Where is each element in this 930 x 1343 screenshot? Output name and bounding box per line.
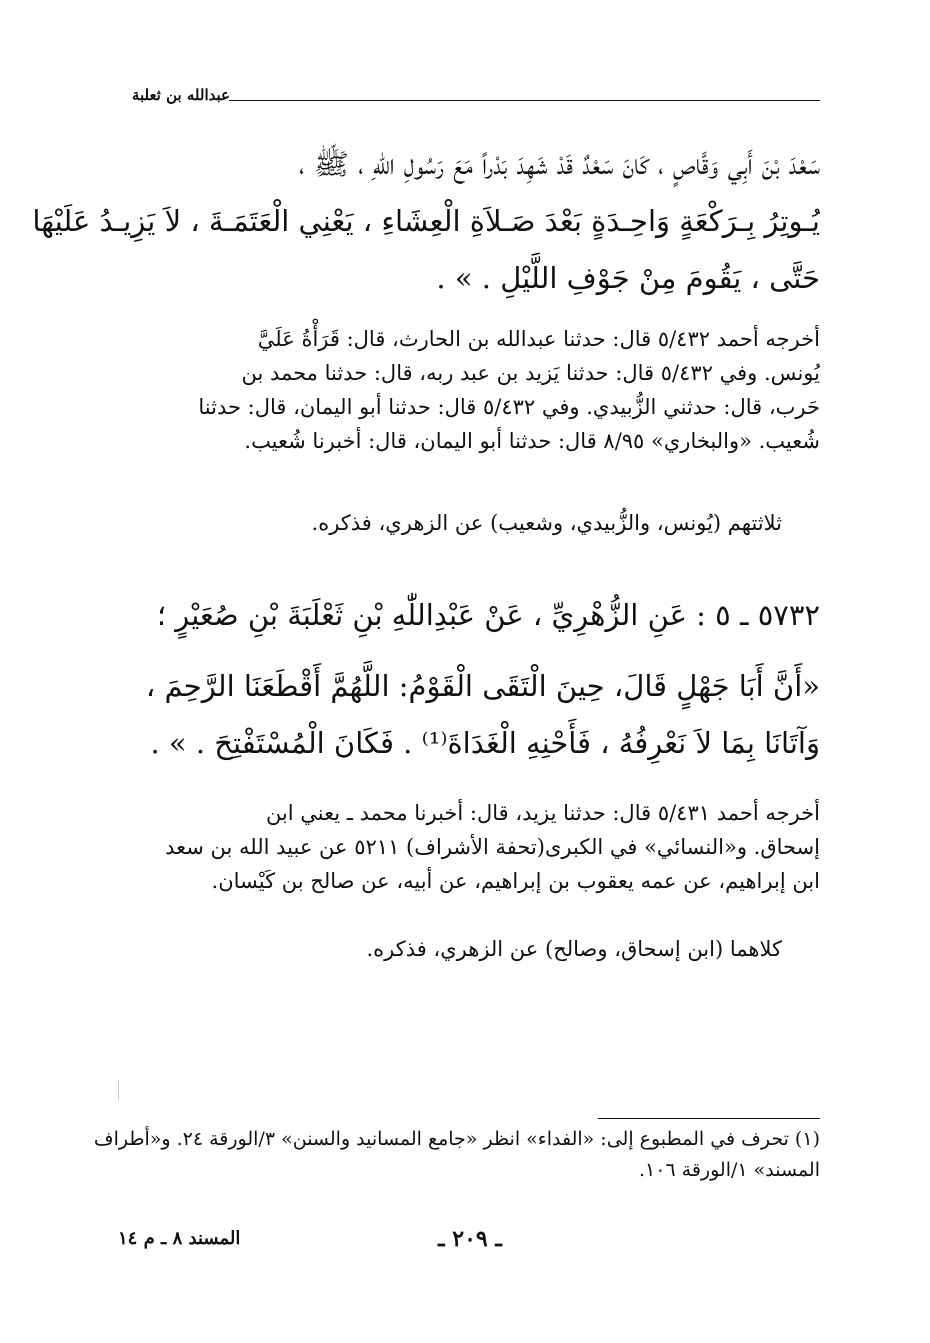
signature-mark: المسند ٨ ـ م ١٤ xyxy=(118,1228,241,1249)
hadith-line: يُـوتِرُ بِـرَكْعَةٍ وَاحِـدَةٍ بَعْدَ صَـلاَةِ الْعِشَاءِ ، يَعْنِي الْعَتَمَـةَ ، لاَ يَزِيـدُ عَلَيْهَا xyxy=(32,204,820,238)
hadith-line: «أَنَّ أَبَا جَهْلٍ قَالَ، حِينَ الْتَقَى الْقَوْمُ: اللَّهُمَّ أَقْطَعَنَا الرَّحِمَ ، xyxy=(145,669,820,703)
takhrij-line: يُونس. وفي ٥/٤٣٢ قال: حدثنا يَزيد بن عبد ربه، قال: حدثنا محمد بن xyxy=(241,361,820,385)
footnote-line: (١) تحرف في المطبوع إلى: «الفداء» انظر «جامع المسانيد والسنن» ٣/الورقة ٢٤. و«أطراف xyxy=(93,1128,820,1150)
hadith-line: حَتَّى ، يَقُومَ مِنْ جَوْفِ اللَّيْلِ . » . xyxy=(436,261,820,295)
header-rule xyxy=(229,100,820,101)
summary-2: كلاهما (ابن إسحاق، وصالح) عن الزهري، فذكره. xyxy=(366,937,782,961)
footnotes xyxy=(93,1124,820,1186)
takhrij-line: شُعيب. «والبخاري» ٨/٩٥ قال: حدثنا أبو اليمان، قال: أخبرنا شُعيب. xyxy=(244,429,820,453)
running-header-title: عبدالله بن ثعلبة xyxy=(131,86,230,104)
takhrij-2 xyxy=(120,796,820,898)
hadith-text-1 xyxy=(32,136,820,307)
footnote-rule xyxy=(598,1118,820,1119)
takhrij-line: أخرجه أحمد ٥/٤٣١ قال: حدثنا يزيد، قال: أخبرنا محمد ـ يعني ابن xyxy=(265,801,820,825)
hadith-text-2 xyxy=(120,658,820,772)
margin-mark xyxy=(118,1080,119,1100)
summary-1: ثلاثتهم (يُونس، والزُّبيدي، وشعيب) عن الزهري، فذكره. xyxy=(311,511,782,535)
hadith-line: وَآتَانَا بِمَا لاَ نَعْرِفُهُ ، فَأَحْنِهِ الْغَدَاةَ⁽¹⁾ . فَكَانَ الْمُسْتَفْتِحَ . » . xyxy=(150,726,820,760)
takhrij-line: أخرجه أحمد ٥/٤٣٢ قال: حدثنا عبدالله بن الحارث، قال: قَرَأْةُ عَلَيَّ xyxy=(257,327,820,351)
takhrij-1 xyxy=(120,322,820,458)
takhrij-line: إسحاق. و«النسائي» في الكبرى(تحفة الأشراف) ٥٢١١ عن عبيد الله بن سعد xyxy=(165,835,820,859)
hadith-line: سَعْدَ بْنَ أَبِي وَقَّاصٍ ، كَانَ سَعْدٌ قَدْ شَهِدَ بَدْراً مَعَ رَسُولِ اللّٰهِ ، ﷺ ، xyxy=(299,147,820,181)
takhrij-line: حَرب، قال: حدثني الزُّبيدي. وفي ٥/٤٣٢ قال: حدثنا أبو اليمان، قال: حدثنا xyxy=(198,395,820,419)
takhrij-line: ابن إبراهيم، عن عمه يعقوب بن إبراهيم، عن أبيه، عن صالح بن كَيْسان. xyxy=(211,869,820,893)
footnote-line: المسند» ١/الورقة ١٠٦. xyxy=(638,1159,820,1181)
page-number: ـ ٢٠٩ ـ xyxy=(438,1226,502,1252)
hadith-heading: ٥٧٣٢ ـ ٥ : عَنِ الزُّهْرِيِّ ، عَنْ عَبْدِاللّٰهِ بْنِ ثَعْلَبَةَ بْنِ صُعَيْرٍ ؛ xyxy=(156,598,820,632)
